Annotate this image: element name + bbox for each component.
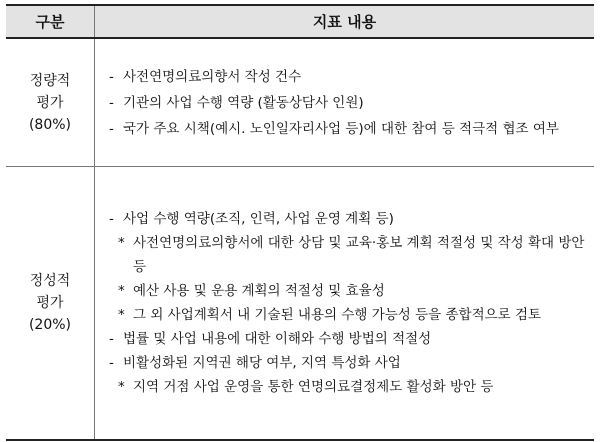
- item-text: 사전연명의료의향서 작성 건수: [123, 68, 302, 85]
- bullet-dash: -: [109, 211, 114, 227]
- quantitative-category-cell: [6, 38, 95, 167]
- evaluation-criteria-table: [6, 4, 594, 441]
- header-content: 지표 내용: [95, 5, 595, 38]
- item-text: 사전연명의료의향서에 대한 상담 및 교육·홍보 계획 적절성 및 작성 확대 방안 등: [133, 235, 585, 275]
- category-line: 평가: [36, 94, 64, 111]
- item-text: 법률 및 사업 내용에 대한 이해와 수행 방법의 적절성: [123, 331, 432, 347]
- category-weight: (20%): [28, 317, 72, 333]
- quantitative-content-cell: [95, 38, 595, 167]
- list-item: [109, 90, 588, 116]
- list-item: [109, 279, 588, 303]
- bullet-dash: -: [109, 120, 114, 137]
- item-text: 사업 수행 역량(조직, 인력, 사업 운영 계획 등): [123, 211, 394, 227]
- bullet-asterisk: *: [118, 379, 125, 395]
- category-weight: (80%): [28, 116, 72, 133]
- item-text: 그 외 사업계획서 내 기술된 내용의 수행 가능성 등을 종합적으로 검토: [133, 307, 542, 323]
- qualitative-category-cell: [6, 167, 95, 441]
- item-text: 비활성화된 지역권 해당 여부, 지역 특성화 사업: [123, 355, 401, 371]
- item-text: 국가 주요 시책(예시. 노인일자리사업 등)에 대한 참여 등 적극적 협조 여부: [123, 120, 559, 137]
- list-item: [109, 231, 588, 279]
- list-item: [109, 351, 588, 375]
- qualitative-content-cell: [95, 167, 595, 441]
- table-header-row: [6, 5, 594, 38]
- list-item: [109, 207, 588, 231]
- item-text: 예산 사용 및 운용 계획의 적절성 및 효율성: [133, 283, 385, 299]
- bullet-asterisk: *: [118, 283, 125, 299]
- bullet-asterisk: *: [118, 307, 125, 323]
- header-category: 구분: [6, 5, 95, 38]
- bullet-dash: -: [109, 94, 114, 111]
- bullet-asterisk: *: [118, 235, 125, 251]
- category-line: 평가: [36, 295, 64, 311]
- quantitative-row: [6, 38, 594, 167]
- item-text: 지역 거점 사업 운영을 통한 연명의료결정제도 활성화 방안 등: [133, 379, 494, 395]
- list-item: [109, 64, 588, 90]
- list-item: [109, 327, 588, 351]
- list-item: [109, 116, 588, 142]
- bullet-dash: -: [109, 68, 114, 85]
- category-line: 정성적: [29, 273, 71, 289]
- qualitative-row: [6, 167, 594, 441]
- bullet-dash: -: [109, 331, 114, 347]
- category-line: 정량적: [29, 72, 71, 89]
- item-text: 기관의 사업 수행 역량 (활동상담사 인원): [123, 94, 364, 111]
- list-item: [109, 303, 588, 327]
- list-item: [109, 375, 588, 399]
- bullet-dash: -: [109, 355, 114, 371]
